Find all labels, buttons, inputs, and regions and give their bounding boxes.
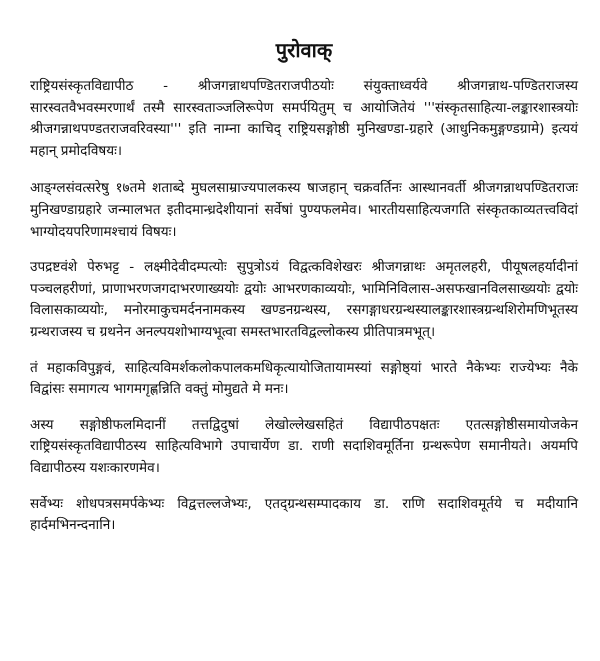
paragraph-2: आङ्ग्लसंवत्सरेषु १७तमे शताब्दे मुघलसाम्राज्यपालकस्य षाजहान् चक्रवर्तिनः आस्थानवर्ती श्रीजगन्नाथपण्डितराजः मुनिखण्डाग्रहारे जन्मालभत इतीदमान्ध्रदेशीयानां सर्वेषां पुण्यफलमेव। भारतीयसाहित्यजगति संस्कृतकाव्यतत्त्वविदां भाग्योदयपरिणामश्चायं विषयः। (30, 180, 578, 240)
paragraph-1: राष्ट्रियसंस्कृतविद्यापीठ - श्रीजगन्नाथपण्डितराजपीठयोः संयुक्ताध्वर्यवे श्रीजगन्नाथ-पण्डितराजस्य सारस्वतवैभवस्मरणार्थं तस्मै सारस्वताञ्जलिरूपेण समर्पयितुम् च आयोजितेयं '''संस्कृतसाहित्या-लङ्कारशास्त्रयोः श्रीजगन्नाथपण्डतराजवरिवस्या''' इति नाम्ना काचिद् राष्ट्रियसङ्गोष्ठी मुनिखण्डा-ग्रहारे (आधुनिकमुङ्गण्डग्रामे) इत्ययं महान् प्रमोदविषयः। (30, 78, 578, 159)
paragraph-6: सर्वेभ्यः शोधपत्रसमर्पकेभ्यः विद्वत्तल्लजेभ्यः, एतद्ग्रन्थसम्पादकाय डा. राणि सदाशिवमूर्तये च मदीयानि हार्दमभिनन्दनानि। (30, 495, 578, 534)
document-title: पुरोवाक् (275, 38, 333, 62)
paragraph-3: उपद्रष्टवंशे पेरुभट्ट - लक्ष्मीदेवीदम्पत्योः सुपुत्रोऽयं विद्वत्कविशेखरः श्रीजगन्नाथः अमृतलहरी, पीयूषलहर्यादीनां पञ्चलहरीणां, प्राणाभरणजगदाभरणाख्ययोः द्वयोः आभरणकाव्ययोः, भामिनिविलास-असफखानविलसाख्ययोः द्वयोः विलासकाव्ययोः, मनोरमाकुचमर्दननामकस्य खण्डनग्रन्थस्य, रसगङ्गाधरग्रन्थस्यालङ्कारशास्त्रग्रन्थशिरोमणिभूतस्य ग्रन्थराजस्य च ग्रथनेन अनल्पयशोभाग्यभूत्वा समस्तभारतविद्वल्लोकस्य प्रीतिपात्रमभूत्। (30, 259, 578, 340)
paragraph-5: अस्य सङ्गोष्ठीफलमिदानीं तत्तद्विदुषां लेखोल्लेखसहितं विद्यापीठपक्षतः एतत्सङ्गोष्ठीसमायोजकेन राष्ट्रियसंस्कृतविद्यापीठस्य साहित्यविभागे उपाचार्येण डा. राणी सदाशिवमूर्तिना ग्रन्थरूपेण समानीयते। अयमपि विद्यापीठस्य यशःकारणमेव। (30, 416, 578, 476)
paragraph-4: तं महाकविपुङ्गवं, साहित्यविमर्शकलोकपालकमधिकृत्यायोजितायामस्यां सङ्गोष्ठ्यां भारते नैकेभ्यः राज्येभ्यः नैके विद्वांसः समागत्य भागमगृह्णन्निति वक्तुं मोमुद्यते मे मनः। (30, 359, 578, 398)
